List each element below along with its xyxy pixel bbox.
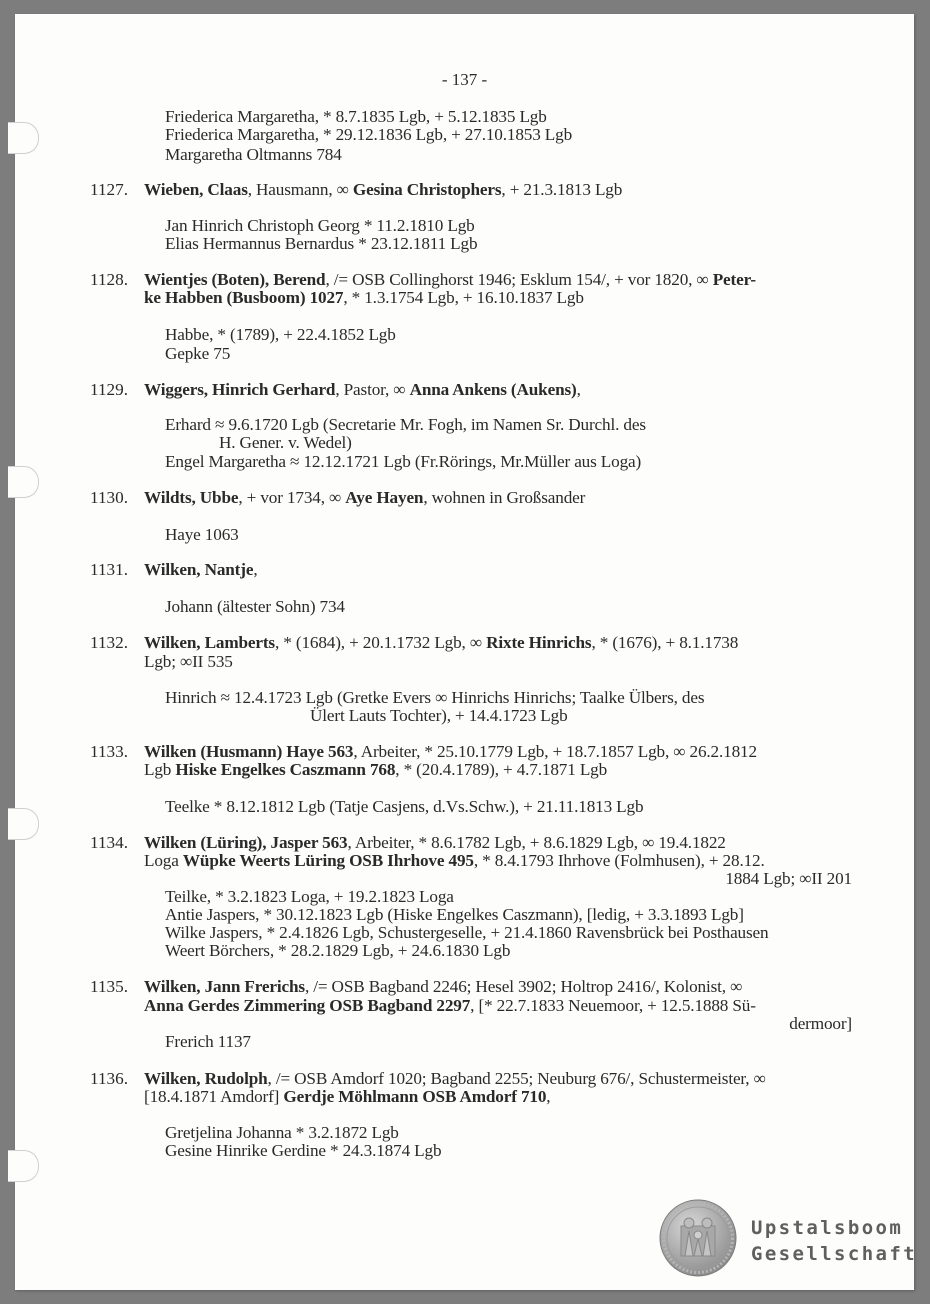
child-line: Haye 1063 bbox=[165, 525, 239, 544]
child-line: Frerich 1137 bbox=[165, 1032, 251, 1051]
spouse-name: Gerdje Möhlmann OSB Amdorf 710 bbox=[283, 1087, 547, 1106]
person-name: Wientjes (Boten), Berend bbox=[144, 270, 326, 289]
person-name: Wiggers, Hinrich Gerhard bbox=[144, 380, 336, 399]
person-name: Wilken, Nantje bbox=[144, 560, 254, 579]
person-name: Wilken, Jann Frerichs bbox=[144, 977, 305, 996]
entry-text: , bbox=[546, 1087, 551, 1106]
text-line: Friederica Margaretha, * 8.7.1835 Lgb, + 5.12.1835 Lgb bbox=[165, 107, 547, 126]
entry-text: , wohnen in Großsander bbox=[423, 488, 586, 507]
entry-text: , Arbeiter, * 25.10.1779 Lgb, + 18.7.1857 Lgb, ∞ 26.2.1812 bbox=[353, 742, 757, 761]
child-line: Gretjelina Johanna * 3.2.1872 Lgb bbox=[165, 1123, 399, 1142]
entry-heading-cont bbox=[144, 996, 756, 1015]
entry-heading-cont: 1884 Lgb; ∞II 201 bbox=[725, 869, 852, 888]
entry-heading bbox=[144, 180, 622, 199]
child-line: Johann (ältester Sohn) 734 bbox=[165, 597, 345, 616]
entry-heading bbox=[144, 560, 257, 579]
person-name: Wilken, Lamberts bbox=[144, 633, 275, 652]
entry-text: , Arbeiter, * 8.6.1782 Lgb, + 8.6.1829 Lgb, ∞ 19.4.1822 bbox=[347, 833, 726, 852]
entry-number: 1133. bbox=[90, 742, 129, 761]
child-line: Gesine Hinrike Gerdine * 24.3.1874 Lgb bbox=[165, 1141, 442, 1160]
entry-text: , /= OSB Bagband 2246; Hesel 3902; Holtrop 2416/, Kolonist, ∞ bbox=[304, 977, 743, 996]
punch-hole bbox=[8, 808, 39, 840]
entry-number: 1128. bbox=[90, 270, 129, 289]
entry-text: , Hausmann, ∞ bbox=[247, 180, 353, 199]
document-page bbox=[15, 14, 918, 1290]
child-line: Elias Hermannus Bernardus * 23.12.1811 Lgb bbox=[165, 234, 478, 253]
entry-heading-cont bbox=[144, 1087, 550, 1106]
entry-number: 1135. bbox=[90, 977, 129, 996]
entry-heading-cont bbox=[144, 851, 765, 870]
spouse-name: Anna Ankens (Aukens) bbox=[409, 380, 577, 399]
entry-heading-cont: dermoor] bbox=[789, 1014, 852, 1033]
entry-heading bbox=[144, 742, 757, 761]
entry-text: , + vor 1734, ∞ bbox=[238, 488, 346, 507]
person-name: Wilken (Husmann) Haye 563 bbox=[144, 742, 354, 761]
entry-number: 1130. bbox=[90, 488, 129, 507]
entry-number: 1134. bbox=[90, 833, 129, 852]
child-line: Erhard ≈ 9.6.1720 Lgb (Secretarie Mr. Fogh, im Namen Sr. Durchl. des bbox=[165, 415, 646, 434]
upstalsboom-seal-icon bbox=[659, 1199, 737, 1277]
entry-text: , * (1676), + 8.1.1738 bbox=[591, 633, 739, 652]
logo-text-line1: Upstalsboom bbox=[751, 1217, 904, 1239]
child-line: Hinrich ≈ 12.4.1723 Lgb (Gretke Evers ∞ Hinrichs Hinrichs; Taalke Ülbers, des bbox=[165, 688, 705, 707]
entry-text: , * 8.4.1793 Ihrhove (Folmhusen), + 28.12. bbox=[473, 851, 765, 870]
entry-text: , /= OSB Amdorf 1020; Bagband 2255; Neuburg 676/, Schustermeister, ∞ bbox=[267, 1069, 766, 1088]
person-name: Wilken (Lüring), Jasper 563 bbox=[144, 833, 348, 852]
entry-text: , [* 22.7.1833 Neuemoor, + 12.5.1888 Sü- bbox=[470, 996, 756, 1015]
entry-number: 1132. bbox=[90, 633, 129, 652]
child-line: Antie Jaspers, * 30.12.1823 Lgb (Hiske Engelkes Caszmann), [ledig, + 3.3.1893 Lgb] bbox=[165, 905, 744, 924]
entry-heading bbox=[144, 380, 581, 399]
entry-text: , bbox=[576, 380, 581, 399]
text-line: Margaretha Oltmanns 784 bbox=[165, 145, 342, 164]
person-name: Wilken, Rudolph bbox=[144, 1069, 268, 1088]
entry-heading bbox=[144, 977, 742, 996]
entry-text: [18.4.1871 Amdorf] bbox=[144, 1087, 284, 1106]
person-name: Wildts, Ubbe bbox=[144, 488, 239, 507]
entry-text: , + 21.3.1813 Lgb bbox=[501, 180, 623, 199]
page-number: - 137 - bbox=[441, 70, 488, 89]
spouse-name: Gesina Christophers bbox=[352, 180, 502, 199]
text-line: Friederica Margaretha, * 29.12.1836 Lgb, + 27.10.1853 Lgb bbox=[165, 125, 573, 144]
entry-text: , * 1.3.1754 Lgb, + 16.10.1837 Lgb bbox=[343, 288, 584, 307]
child-line: Habbe, * (1789), + 22.4.1852 Lgb bbox=[165, 325, 396, 344]
entry-number: 1131. bbox=[90, 560, 129, 579]
entry-number: 1127. bbox=[90, 180, 129, 199]
child-line: Gepke 75 bbox=[165, 344, 231, 363]
entry-number: 1136. bbox=[90, 1069, 129, 1088]
entry-heading bbox=[144, 633, 738, 652]
entry-text: , * (20.4.1789), + 4.7.1871 Lgb bbox=[395, 760, 608, 779]
entry-text: , * (1684), + 20.1.1732 Lgb, ∞ bbox=[274, 633, 487, 652]
spouse-name: ke Habben (Busboom) 1027 bbox=[144, 288, 344, 307]
entry-heading bbox=[144, 270, 756, 289]
entry-text: , bbox=[253, 560, 258, 579]
punch-hole bbox=[8, 1150, 39, 1182]
child-line: Jan Hinrich Christoph Georg * 11.2.1810 Lgb bbox=[165, 216, 475, 235]
spouse-name: Rixte Hinrichs bbox=[486, 633, 592, 652]
entry-text: Lgb bbox=[144, 760, 176, 779]
entry-number: 1129. bbox=[90, 380, 129, 399]
entry-heading bbox=[144, 833, 726, 852]
entry-heading-cont: Lgb; ∞II 535 bbox=[144, 652, 233, 671]
child-line: Teilke, * 3.2.1823 Loga, + 19.2.1823 Loga bbox=[165, 887, 454, 906]
entry-heading bbox=[144, 1069, 766, 1088]
child-line: H. Gener. v. Wedel) bbox=[219, 433, 352, 452]
child-line: Ülert Lauts Tochter), + 14.4.1723 Lgb bbox=[310, 706, 568, 725]
person-name: Wieben, Claas bbox=[144, 180, 248, 199]
spouse-name: Aye Hayen bbox=[345, 488, 424, 507]
entry-text: , /= OSB Collinghorst 1946; Esklum 154/, + vor 1820, ∞ bbox=[325, 270, 713, 289]
entry-text: Loga bbox=[144, 851, 183, 870]
child-line: Weert Börchers, * 28.2.1829 Lgb, + 24.6.1830 Lgb bbox=[165, 941, 511, 960]
child-line: Engel Margaretha ≈ 12.12.1721 Lgb (Fr.Rörings, Mr.Müller aus Loga) bbox=[165, 452, 642, 471]
punch-hole bbox=[8, 122, 39, 154]
entry-heading-cont bbox=[144, 760, 607, 779]
entry-heading-cont bbox=[144, 288, 584, 307]
spouse-name: Peter- bbox=[712, 270, 756, 289]
spouse-name: Anna Gerdes Zimmering OSB Bagband 2297 bbox=[144, 996, 471, 1015]
child-line: Wilke Jaspers, * 2.4.1826 Lgb, Schustergeselle, + 21.4.1860 Ravensbrück bei Posthausen bbox=[165, 923, 769, 942]
spouse-name: Wüpke Weerts Lüring OSB Ihrhove 495 bbox=[182, 851, 474, 870]
spouse-name: Hiske Engelkes Caszmann 768 bbox=[175, 760, 396, 779]
logo-text-line2: Gesellschaft bbox=[751, 1243, 918, 1265]
child-line: Teelke * 8.12.1812 Lgb (Tatje Casjens, d.Vs.Schw.), + 21.11.1813 Lgb bbox=[165, 797, 644, 816]
entry-heading bbox=[144, 488, 585, 507]
punch-hole bbox=[8, 466, 39, 498]
entry-text: , Pastor, ∞ bbox=[335, 380, 410, 399]
